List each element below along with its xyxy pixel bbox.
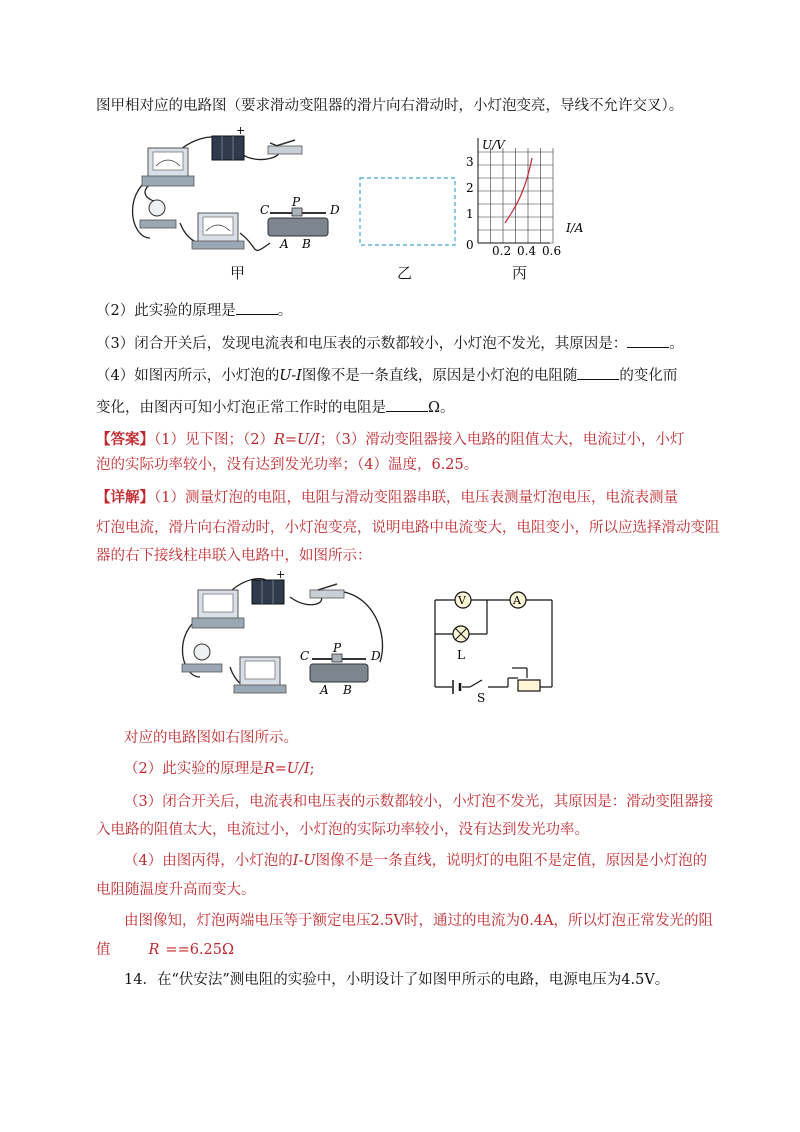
ammeter-device-mid xyxy=(234,657,286,693)
svg-text:B: B xyxy=(302,237,311,251)
svg-text:D: D xyxy=(371,649,381,663)
svg-text:S: S xyxy=(477,691,486,705)
svg-text:A: A xyxy=(320,683,329,697)
figure-mid xyxy=(170,568,570,712)
lamp-device-mid xyxy=(182,644,222,672)
svg-text:A: A xyxy=(513,594,521,607)
svg-text:A: A xyxy=(280,237,289,251)
svg-text:L: L xyxy=(457,648,465,662)
battery-device-mid xyxy=(252,568,285,604)
svg-text:0.4: 0.4 xyxy=(517,244,537,258)
rheostat-device-mid xyxy=(300,641,381,697)
svg-text:U/V: U/V xyxy=(482,138,505,152)
explain-4-line2: 电阻随温度升高而变大。 xyxy=(96,882,256,898)
voltmeter-device xyxy=(142,148,194,186)
question-2: （2）此实验的原理是 。 xyxy=(96,300,704,321)
svg-text:V: V xyxy=(458,594,466,607)
explain-4-line1: （4）由图丙得，小灯泡的I-U图像不是一条直线，说明灯的电阻不是定值，原因是小灯泡的 xyxy=(124,853,708,869)
question-4-line2: 变化，由图丙可知小灯泡正常工作时的电阻是 Ω。 xyxy=(96,397,704,418)
explain-5-line1: 由图像知，灯泡两端电压等于额定电压2.5V时，通过的电流为0.4A，所以灯泡正常发光的阻 xyxy=(124,913,714,929)
explain-3-line1: （3）闭合开关后，电流表和电压表的示数都较小，小灯泡不发光，其原因是：滑动变阻器接 xyxy=(124,794,714,810)
ammeter-device xyxy=(192,213,244,249)
svg-text:P: P xyxy=(333,641,342,655)
explain-1: 对应的电路图如右图所示。 xyxy=(124,730,298,746)
figure-top xyxy=(120,124,584,278)
figure-label-bing: 丙 xyxy=(512,264,528,282)
intro-text: 图甲相对应的电路图（要求滑动变阻器的滑片向右滑动时，小灯泡变亮，导线不允许交叉）。 xyxy=(96,98,684,114)
explain-2: （2）此实验的原理是R=U/I; xyxy=(124,761,315,777)
answer-line2: 泡的实际功率较小，没有达到发光功率；（4）温度，6.25。 xyxy=(96,457,479,473)
voltmeter-device-mid xyxy=(192,590,244,628)
question-3: （3）闭合开关后，发现电流表和电压表的示数都较小，小灯泡不发光，其原因是： 。 xyxy=(96,333,704,354)
svg-text:0: 0 xyxy=(466,238,474,252)
svg-text:+: + xyxy=(276,568,286,581)
explain-5-line2: 值 R ==6.25Ω xyxy=(96,942,235,958)
question-14: 14．在“伏安法”测电阻的实验中，小明设计了如图甲所示的电路，电源电压为4.5V。 xyxy=(124,972,670,988)
empty-circuit-box xyxy=(360,178,455,245)
svg-text:1: 1 xyxy=(466,207,474,221)
circuit-schematic xyxy=(435,600,552,687)
lamp-device xyxy=(140,200,176,228)
detail-line1: 【详解】（1）测量灯泡的电阻，电阻与滑动变阻器串联，电压表测量灯泡电压，电流表测量 xyxy=(96,489,678,506)
battery-device xyxy=(212,124,245,160)
svg-text:C: C xyxy=(260,203,270,217)
answer-line1: 【答案】（1）见下图；（2）R=U/I；（3）滑动变阻器接入电路的阻值太大，电流过小，小灯 xyxy=(96,431,685,448)
detail-line3: 器的右下接线柱串联入电路中，如图所示： xyxy=(96,548,372,564)
explain-3-line2: 入电路的阻值太大，电流过小，小灯泡的实际功率较小，没有达到发光功率。 xyxy=(96,822,589,838)
rheostat-device xyxy=(260,195,340,251)
svg-text:I/A: I/A xyxy=(566,221,584,235)
switch-device-mid xyxy=(310,584,344,598)
svg-text:2: 2 xyxy=(466,181,474,195)
svg-text:C: C xyxy=(300,649,310,663)
svg-text:3: 3 xyxy=(466,155,474,169)
svg-text:0.6: 0.6 xyxy=(542,244,562,258)
svg-text:B: B xyxy=(343,683,352,697)
ui-graph xyxy=(466,138,584,258)
svg-text:D: D xyxy=(330,203,340,217)
figure-label-jia: 甲 xyxy=(230,264,246,282)
detail-line2: 灯泡电流，滑片向右滑动时，小灯泡变亮，说明电路中电流变大，电阻变小，所以应选择滑动变阻 xyxy=(96,520,720,536)
svg-text:P: P xyxy=(292,195,301,209)
switch-device xyxy=(268,140,302,154)
svg-text:0.2: 0.2 xyxy=(492,244,512,258)
question-4-line1: （4）如图丙所示，小灯泡的U-I图像不是一条直线，原因是小灯泡的电阻随 的变化而 xyxy=(96,365,704,386)
svg-text:+: + xyxy=(236,124,246,137)
figure-label-yi: 乙 xyxy=(397,264,413,282)
rheostat-symbol xyxy=(518,680,540,691)
